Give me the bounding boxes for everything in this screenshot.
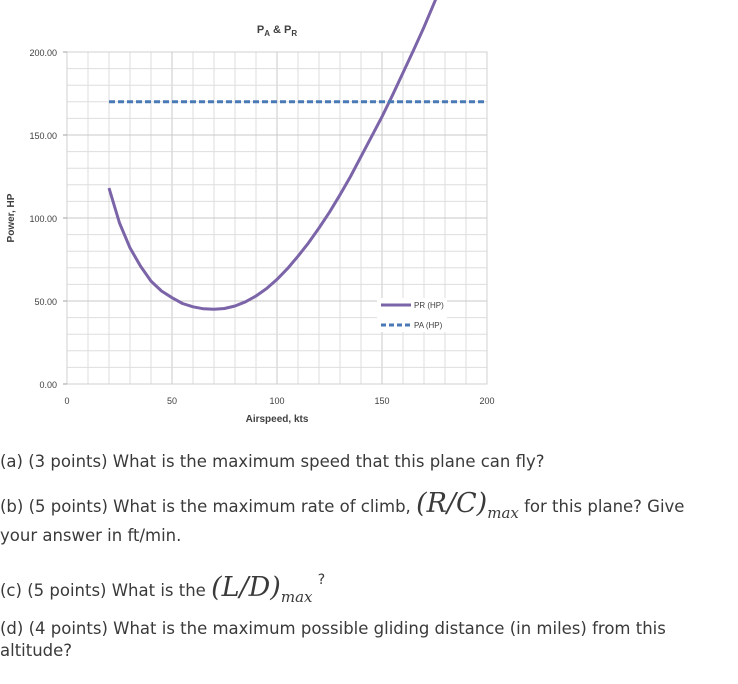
question-c [0,569,730,608]
y-tick-label: 200.00 [29,48,57,58]
x-axis-label: Airspeed, kts [245,414,309,425]
legend-pr-label: PR (HP) [414,301,444,310]
y-tick-label: 0.00 [39,380,57,390]
x-tick-label: 0 [64,396,70,406]
rc-math: (R/C) [416,488,488,519]
question-b-line2: your answer in ft/min. [0,526,182,545]
ld-subscript: max [280,588,313,606]
title-sub-r: R [291,29,298,38]
y-tick-label: 100.00 [29,214,57,224]
question-c-formula [211,572,313,606]
question-a: (a) (3 points) What is the maximum speed that this plane can fly? [0,452,545,471]
x-tick-label: 50 [166,396,178,406]
title-amp: & P [269,24,292,36]
x-tick-label: 100 [269,396,285,406]
x-tick-labels [64,396,494,406]
question-d-line2: altitude? [0,641,73,660]
question-b-formula [416,488,519,522]
y-tick-label: 150.00 [29,131,57,141]
title-main: P [256,24,265,36]
question-d-line1: (d) (4 points) What is the maximum possible gliding distance (in miles) from this [0,619,666,638]
question-c-mark: ? [317,572,326,588]
question-b-text-end: for this plane? Give [524,497,685,516]
y-tick-label: 50.00 [34,297,57,307]
y-tick-labels [29,48,67,390]
ld-math: (L/D) [211,572,281,603]
chart-title [257,24,298,38]
x-tick-label: 150 [374,396,390,406]
question-b [0,488,730,524]
legend-pa-label: PA (HP) [414,321,443,330]
chart-legend [377,298,447,332]
rc-subscript: max [487,504,519,522]
question-c-text: (c) (5 points) What is the [0,581,206,600]
y-axis-label: Power, HP [6,193,17,243]
question-b-text: (b) (5 points) What is the maximum rate of climb, [0,497,411,516]
x-tick-label: 200 [479,396,495,406]
title-sub-a: A [264,29,270,38]
